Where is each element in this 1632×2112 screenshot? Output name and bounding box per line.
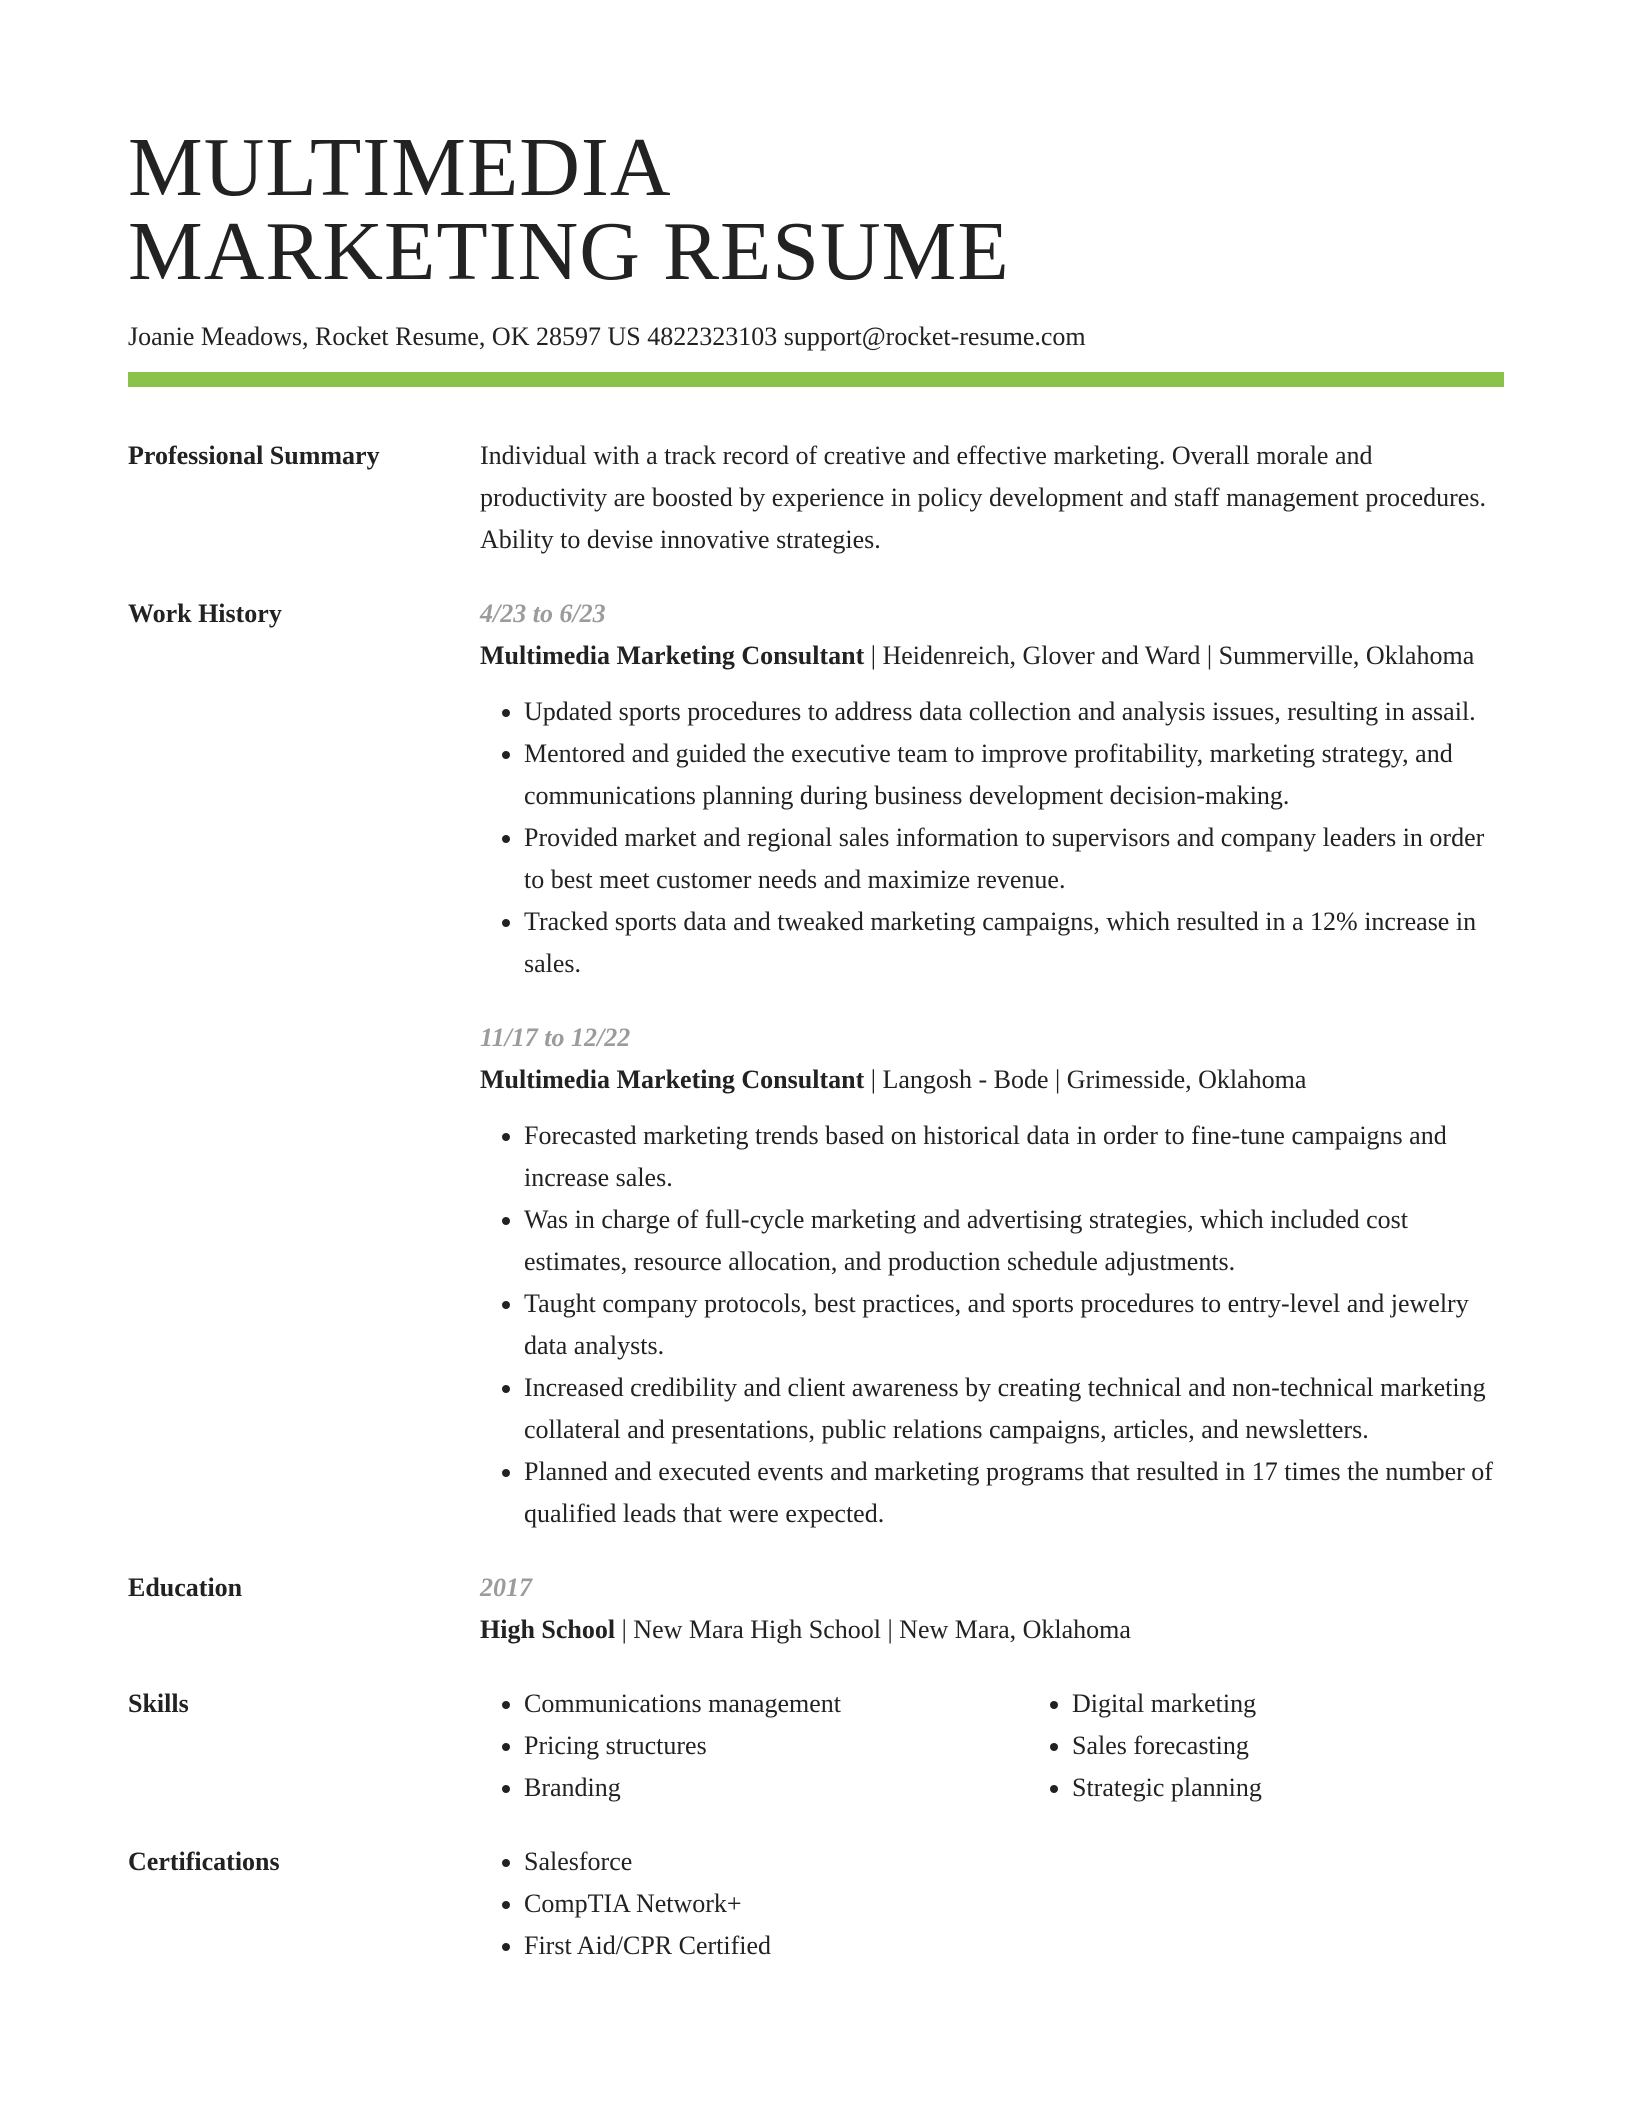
resume-page	[128, 121, 1504, 1967]
certifications-section	[128, 1841, 1504, 1967]
job-entry	[480, 593, 1504, 985]
work-history-section	[128, 593, 1504, 1535]
certification-item: • First Aid/CPR Certified	[524, 1925, 1504, 1967]
skills-label: Skills	[128, 1689, 189, 1718]
certifications-body	[480, 1841, 1504, 1967]
title-line-1: MULTIMEDIA	[128, 121, 672, 214]
job-details: | Langosh - Bode | Grimesside, Oklahoma	[864, 1065, 1307, 1094]
job-bullet: • Tracked sports data and tweaked marketing campaigns, which resulted in a 12% increase in sales.	[524, 901, 1504, 985]
job-bullet: • Updated sports procedures to address data collection and analysis issues, resulting in assail.	[524, 691, 1504, 733]
job-title: Multimedia Marketing Consultant	[480, 641, 865, 670]
summary-text: Individual with a track record of creative and effective marketing. Overall morale and productivity are boosted by experience in policy development and staff management procedures. Ability to devise innovative strategies.	[480, 441, 1486, 554]
job-bullets	[480, 691, 1504, 985]
job-entry	[480, 1017, 1504, 1535]
education-year: 2017	[480, 1573, 532, 1602]
job-bullet: • Provided market and regional sales information to supervisors and company leaders in order to best meet customer needs and maximize revenue.	[524, 817, 1504, 901]
skill-item: • Sales forecasting	[1072, 1725, 1262, 1767]
certifications-label: Certifications	[128, 1847, 280, 1876]
job-bullets	[480, 1115, 1504, 1535]
work-history-body	[480, 593, 1504, 1535]
job-details: | Heidenreich, Glover and Ward | Summerville, Oklahoma	[864, 641, 1475, 670]
skills-body	[480, 1683, 1504, 1809]
education-details: | New Mara High School | New Mara, Oklahoma	[615, 1615, 1131, 1644]
job-heading	[480, 1059, 1504, 1101]
job-bullet: • Mentored and guided the executive team to improve profitability, marketing strategy, and communications planning during business development decision-making.	[524, 733, 1504, 817]
job-bullet: • Was in charge of full-cycle marketing and advertising strategies, which included cost estimates, resource allocation, and production schedule adjustments.	[524, 1199, 1504, 1283]
education-degree: High School	[480, 1615, 616, 1644]
summary-label: Professional Summary	[128, 441, 380, 470]
certification-item: • CompTIA Network+	[524, 1883, 1504, 1925]
certifications-list	[480, 1841, 1504, 1967]
job-bullet: • Planned and executed events and marketing programs that resulted in 17 times the number of qualified leads that were expected.	[524, 1451, 1504, 1535]
job-heading	[480, 635, 1504, 677]
work-history-label: Work History	[128, 599, 282, 628]
skills-column-1	[480, 1683, 1028, 1809]
summary-section	[128, 435, 1504, 561]
skill-item: • Branding	[524, 1767, 1028, 1809]
job-bullet: • Increased credibility and client awareness by creating technical and non-technical marketing collateral and presentations, public relations campaigns, articles, and newsletters.	[524, 1367, 1504, 1451]
header-divider	[128, 372, 1504, 387]
job-title: Multimedia Marketing Consultant	[480, 1065, 865, 1094]
skill-item: • Digital marketing	[1072, 1683, 1262, 1725]
education-section	[128, 1567, 1504, 1651]
job-dates: 11/17 to 12/22	[480, 1023, 631, 1052]
skill-item: • Pricing structures	[524, 1725, 1028, 1767]
education-label: Education	[128, 1573, 243, 1602]
skill-item: • Communications management	[524, 1683, 1028, 1725]
job-bullet: • Taught company protocols, best practices, and sports procedures to entry-level and jewelry data analysts.	[524, 1283, 1504, 1367]
skill-item: • Strategic planning	[1072, 1767, 1262, 1809]
job-bullet: • Forecasted marketing trends based on historical data in order to fine-tune campaigns and increase sales.	[524, 1115, 1504, 1199]
skills-section	[128, 1683, 1504, 1809]
resume-title	[128, 121, 1504, 298]
contact-line: Joanie Meadows, Rocket Resume, OK 28597 US 4822323103 support@rocket-resume.com	[128, 322, 1086, 351]
education-body	[480, 1567, 1504, 1651]
job-dates: 4/23 to 6/23	[480, 599, 606, 628]
skills-column-2	[1028, 1683, 1262, 1809]
education-heading	[480, 1609, 1504, 1651]
title-line-2: MARKETING RESUME	[128, 205, 1010, 298]
certification-item: • Salesforce	[524, 1841, 1504, 1883]
